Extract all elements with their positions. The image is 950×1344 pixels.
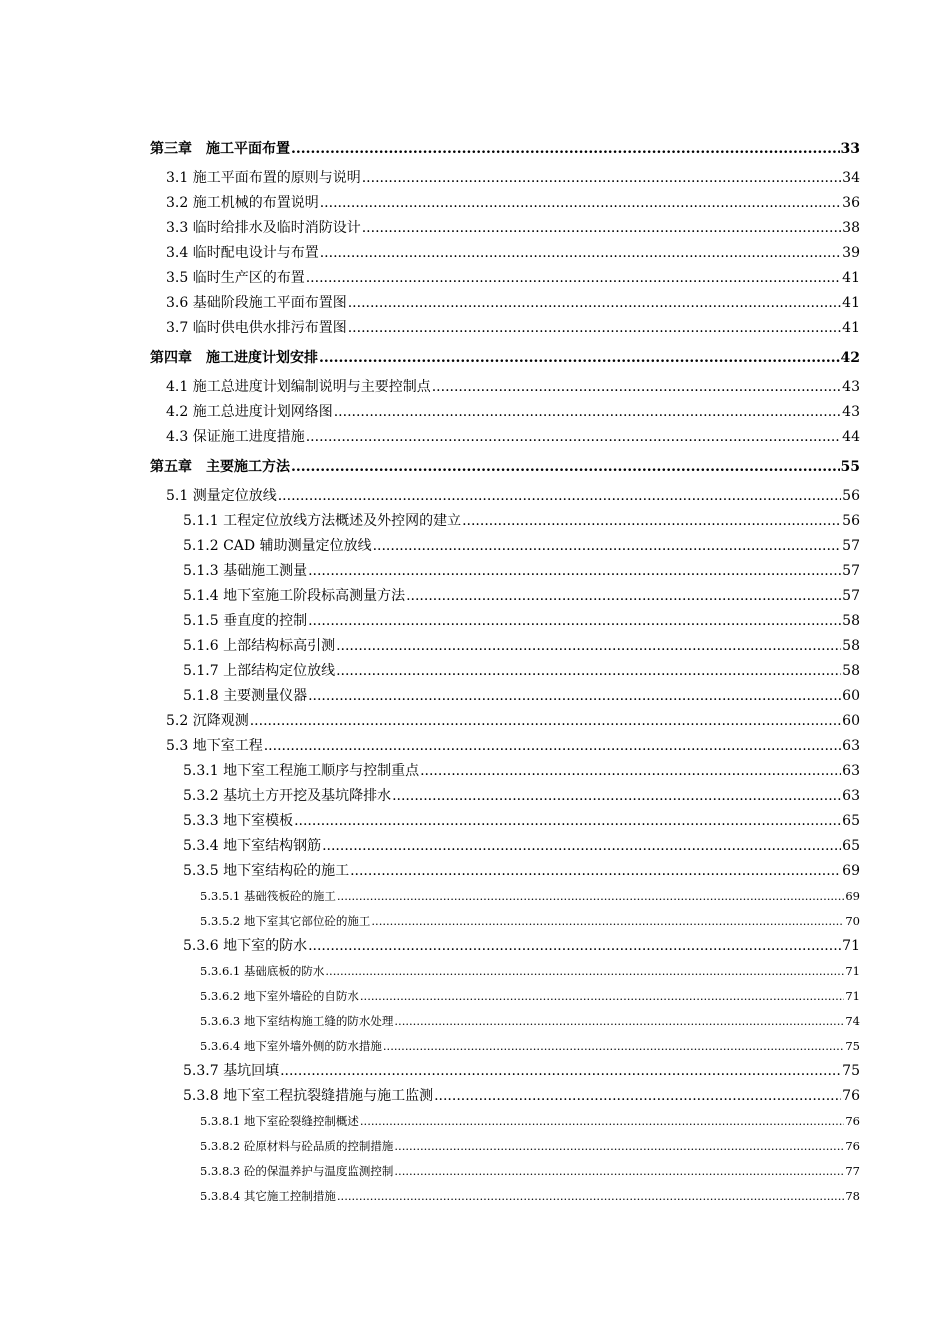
toc-entry-title: 第五章 主要施工方法 xyxy=(150,459,290,475)
dot-leader xyxy=(320,191,841,216)
toc-entry-page-number: 55 xyxy=(840,459,860,475)
toc-entry-page-number: 56 xyxy=(842,488,860,504)
toc-section-entry[interactable] xyxy=(150,1059,860,1084)
toc-section-entry[interactable] xyxy=(150,509,860,534)
toc-entry-title: 3.7 临时供电供水排污布置图 xyxy=(166,320,347,336)
toc-entry-title: 5.2 沉降观测 xyxy=(166,713,249,729)
toc-entry-page-number: 42 xyxy=(840,350,860,366)
toc-entry-title: 5.3.5 地下室结构砼的施工 xyxy=(183,863,350,879)
dot-leader xyxy=(294,809,841,834)
toc-section-entry[interactable] xyxy=(150,1184,860,1209)
toc-entry-title: 5.1.3 基础施工测量 xyxy=(183,563,308,579)
toc-entry-page-number: 70 xyxy=(845,914,860,928)
toc-entry-title: 5.3.7 基坑回填 xyxy=(183,1063,280,1079)
toc-section-entry[interactable] xyxy=(150,584,860,609)
dot-leader xyxy=(406,584,841,609)
dot-leader xyxy=(306,266,841,291)
toc-entry-page-number: 41 xyxy=(842,270,860,286)
dot-leader xyxy=(337,884,844,909)
toc-entry-page-number: 60 xyxy=(842,713,860,729)
toc-entry-title: 3.6 基础阶段施工平面布置图 xyxy=(166,295,347,311)
dot-leader xyxy=(322,834,841,859)
dot-leader xyxy=(336,659,841,684)
dot-leader xyxy=(432,375,841,400)
toc-entry-title: 5.1.1 工程定位放线方法概述及外控网的建立 xyxy=(183,513,462,529)
toc-entry-page-number: 65 xyxy=(842,838,860,854)
toc-section-entry[interactable] xyxy=(150,609,860,634)
dot-leader xyxy=(334,400,841,425)
toc-entry-page-number: 41 xyxy=(842,320,860,336)
toc-section-entry[interactable] xyxy=(150,484,860,509)
toc-section-entry[interactable] xyxy=(150,859,860,884)
dot-leader xyxy=(394,1134,844,1159)
toc-entry-page-number: 60 xyxy=(842,688,860,704)
toc-entry-page-number: 56 xyxy=(842,513,860,529)
dot-leader xyxy=(278,484,841,509)
toc-entry-page-number: 57 xyxy=(842,563,860,579)
toc-section-entry[interactable] xyxy=(150,1034,860,1059)
toc-entry-title: 3.3 临时给排水及临时消防设计 xyxy=(166,220,361,236)
toc-entry-page-number: 41 xyxy=(842,295,860,311)
toc-entry-title: 5.3.6.1 基础底板的防水 xyxy=(200,964,325,978)
toc-section-entry[interactable] xyxy=(150,784,860,809)
toc-entry-page-number: 69 xyxy=(842,863,860,879)
toc-section-entry[interactable] xyxy=(150,1159,860,1184)
toc-entry-title: 5.3.8.1 地下室砼裂缝控制概述 xyxy=(200,1114,359,1128)
toc-entry-title: 5.3.6.3 地下室结构施工缝的防水处理 xyxy=(200,1014,394,1028)
toc-section-entry[interactable] xyxy=(150,984,860,1009)
toc-section-entry[interactable] xyxy=(150,959,860,984)
toc-entry-title: 5.3.1 地下室工程施工顺序与控制重点 xyxy=(183,763,420,779)
toc-section-entry[interactable] xyxy=(150,1009,860,1034)
toc-entry-title: 5.3.8 地下室工程抗裂缝措施与施工监测 xyxy=(183,1088,434,1104)
toc-entry-page-number: 34 xyxy=(842,170,860,186)
toc-entry-title: 第四章 施工进度计划安排 xyxy=(150,350,318,366)
toc-section-entry[interactable] xyxy=(150,266,860,291)
toc-entry-page-number: 74 xyxy=(845,1014,860,1028)
toc-entry-page-number: 63 xyxy=(842,763,860,779)
toc-entry-page-number: 38 xyxy=(842,220,860,236)
toc-entry-title: 5.1.4 地下室施工阶段标高测量方法 xyxy=(183,588,406,604)
dot-leader xyxy=(420,759,841,784)
dot-leader xyxy=(319,346,840,371)
dot-leader xyxy=(394,1009,844,1034)
dot-leader xyxy=(362,216,841,241)
toc-entry-title: 4.1 施工总进度计划编制说明与主要控制点 xyxy=(166,379,431,395)
toc-entry-page-number: 63 xyxy=(842,788,860,804)
toc-section-entry[interactable] xyxy=(150,634,860,659)
toc-entry-title: 5.1 测量定位放线 xyxy=(166,488,277,504)
toc-entry-page-number: 71 xyxy=(845,964,860,978)
toc-entry-title: 5.3.6.2 地下室外墙砼的自防水 xyxy=(200,989,359,1003)
toc-section-entry[interactable] xyxy=(150,659,860,684)
toc-entry-title: 3.1 施工平面布置的原则与说明 xyxy=(166,170,361,186)
toc-section-entry[interactable] xyxy=(150,809,860,834)
toc-section-entry[interactable] xyxy=(150,375,860,400)
toc-entry-title: 5.3.2 基坑土方开挖及基坑降排水 xyxy=(183,788,392,804)
dot-leader xyxy=(371,909,844,934)
toc-entry-title: 5.1.6 上部结构标高引测 xyxy=(183,638,336,654)
toc-section-entry[interactable] xyxy=(150,734,860,759)
dot-leader xyxy=(348,316,841,341)
toc-entry-title: 5.1.5 垂直度的控制 xyxy=(183,613,308,629)
toc-section-entry[interactable] xyxy=(150,400,860,425)
toc-section-entry[interactable] xyxy=(150,934,860,959)
dot-leader xyxy=(308,559,841,584)
toc-entry-page-number: 43 xyxy=(842,379,860,395)
toc-section-entry[interactable] xyxy=(150,684,860,709)
toc-section-entry[interactable] xyxy=(150,425,860,450)
toc-entry-title: 5.3.6 地下室的防水 xyxy=(183,938,308,954)
dot-leader xyxy=(348,291,841,316)
dot-leader xyxy=(462,509,841,534)
toc-entry-page-number: 65 xyxy=(842,813,860,829)
toc-entry-title: 5.3.6.4 地下室外墙外侧的防水措施 xyxy=(200,1039,382,1053)
dot-leader xyxy=(383,1034,844,1059)
toc-entry-page-number: 63 xyxy=(842,738,860,754)
dot-leader xyxy=(360,984,844,1009)
toc-entry-page-number: 39 xyxy=(842,245,860,261)
toc-section-entry[interactable] xyxy=(150,1109,860,1134)
toc-section-entry[interactable] xyxy=(150,291,860,316)
dot-leader xyxy=(308,609,841,634)
toc-chapter-entry[interactable] xyxy=(150,455,860,480)
toc-chapter-entry[interactable] xyxy=(150,137,860,162)
dot-leader xyxy=(337,1184,844,1209)
dot-leader xyxy=(350,859,841,884)
toc-section-entry[interactable] xyxy=(150,709,860,734)
toc-section-entry[interactable] xyxy=(150,909,860,934)
dot-leader xyxy=(308,684,841,709)
toc-entry-page-number: 58 xyxy=(842,613,860,629)
toc-entry-title: 5.1.8 主要测量仪器 xyxy=(183,688,308,704)
dot-leader xyxy=(360,1109,844,1134)
toc-entry-page-number: 78 xyxy=(845,1189,860,1203)
toc-entry-title: 5.3.4 地下室结构钢筋 xyxy=(183,838,322,854)
toc-entry-page-number: 57 xyxy=(842,588,860,604)
toc-entry-page-number: 33 xyxy=(840,141,860,157)
toc-entry-page-number: 76 xyxy=(842,1088,860,1104)
dot-leader xyxy=(306,425,841,450)
toc-entry-page-number: 58 xyxy=(842,663,860,679)
toc-entry-title: 5.1.7 上部结构定位放线 xyxy=(183,663,336,679)
toc-entry-title: 5.3 地下室工程 xyxy=(166,738,263,754)
dot-leader xyxy=(392,784,841,809)
toc-section-entry[interactable] xyxy=(150,216,860,241)
toc-section-entry[interactable] xyxy=(150,1134,860,1159)
toc-section-entry[interactable] xyxy=(150,241,860,266)
toc-section-entry[interactable] xyxy=(150,559,860,584)
toc-entry-page-number: 76 xyxy=(845,1139,860,1153)
dot-leader xyxy=(264,734,841,759)
toc-entry-title: 3.2 施工机械的布置说明 xyxy=(166,195,319,211)
toc-entry-title: 5.3.8.3 砼的保温养护与温度监测控制 xyxy=(200,1164,394,1178)
toc-section-entry[interactable] xyxy=(150,884,860,909)
dot-leader xyxy=(250,709,841,734)
dot-leader xyxy=(320,241,841,266)
toc-section-entry[interactable] xyxy=(150,834,860,859)
toc-entry-title: 5.3.8.4 其它施工控制措施 xyxy=(200,1189,336,1203)
toc-entry-title: 3.4 临时配电设计与布置 xyxy=(166,245,319,261)
dot-leader xyxy=(280,1059,841,1084)
toc-entry-page-number: 57 xyxy=(842,538,860,554)
toc-section-entry[interactable] xyxy=(150,1084,860,1109)
toc-entry-title: 5.3.8.2 砼原材料与砼品质的控制措施 xyxy=(200,1139,394,1153)
toc-section-entry[interactable] xyxy=(150,316,860,341)
toc-section-entry[interactable] xyxy=(150,534,860,559)
dot-leader xyxy=(291,455,840,480)
toc-entry-title: 5.3.5.2 地下室其它部位砼的施工 xyxy=(200,914,371,928)
toc-entry-page-number: 36 xyxy=(842,195,860,211)
toc-entry-title: 3.5 临时生产区的布置 xyxy=(166,270,305,286)
dot-leader xyxy=(362,166,841,191)
toc-entry-page-number: 71 xyxy=(845,989,860,1003)
toc-entry-title: 5.3.5.1 基础筏板砼的施工 xyxy=(200,889,336,903)
toc-entry-page-number: 69 xyxy=(845,889,860,903)
toc-entry-title: 5.1.2 CAD 辅助测量定位放线 xyxy=(183,538,372,554)
toc-entry-title: 第三章 施工平面布置 xyxy=(150,141,290,157)
toc-entry-page-number: 58 xyxy=(842,638,860,654)
toc-entry-page-number: 77 xyxy=(845,1164,860,1178)
dot-leader xyxy=(308,934,841,959)
dot-leader xyxy=(394,1159,844,1184)
toc-entry-title: 4.3 保证施工进度措施 xyxy=(166,429,305,445)
toc-entry-page-number: 44 xyxy=(842,429,860,445)
toc-entry-title: 5.3.3 地下室模板 xyxy=(183,813,294,829)
toc-section-entry[interactable] xyxy=(150,191,860,216)
toc-entry-page-number: 71 xyxy=(842,938,860,954)
toc-section-entry[interactable] xyxy=(150,166,860,191)
toc-entry-page-number: 76 xyxy=(845,1114,860,1128)
dot-leader xyxy=(336,634,841,659)
toc-chapter-entry[interactable] xyxy=(150,346,860,371)
toc-entry-title: 4.2 施工总进度计划网络图 xyxy=(166,404,333,420)
dot-leader xyxy=(291,137,840,162)
toc-section-entry[interactable] xyxy=(150,759,860,784)
toc-entry-page-number: 75 xyxy=(842,1063,860,1079)
toc-entry-page-number: 43 xyxy=(842,404,860,420)
dot-leader xyxy=(373,534,842,559)
dot-leader xyxy=(434,1084,841,1109)
toc-entry-page-number: 75 xyxy=(845,1039,860,1053)
dot-leader xyxy=(325,959,844,984)
table-of-contents xyxy=(150,132,860,1209)
